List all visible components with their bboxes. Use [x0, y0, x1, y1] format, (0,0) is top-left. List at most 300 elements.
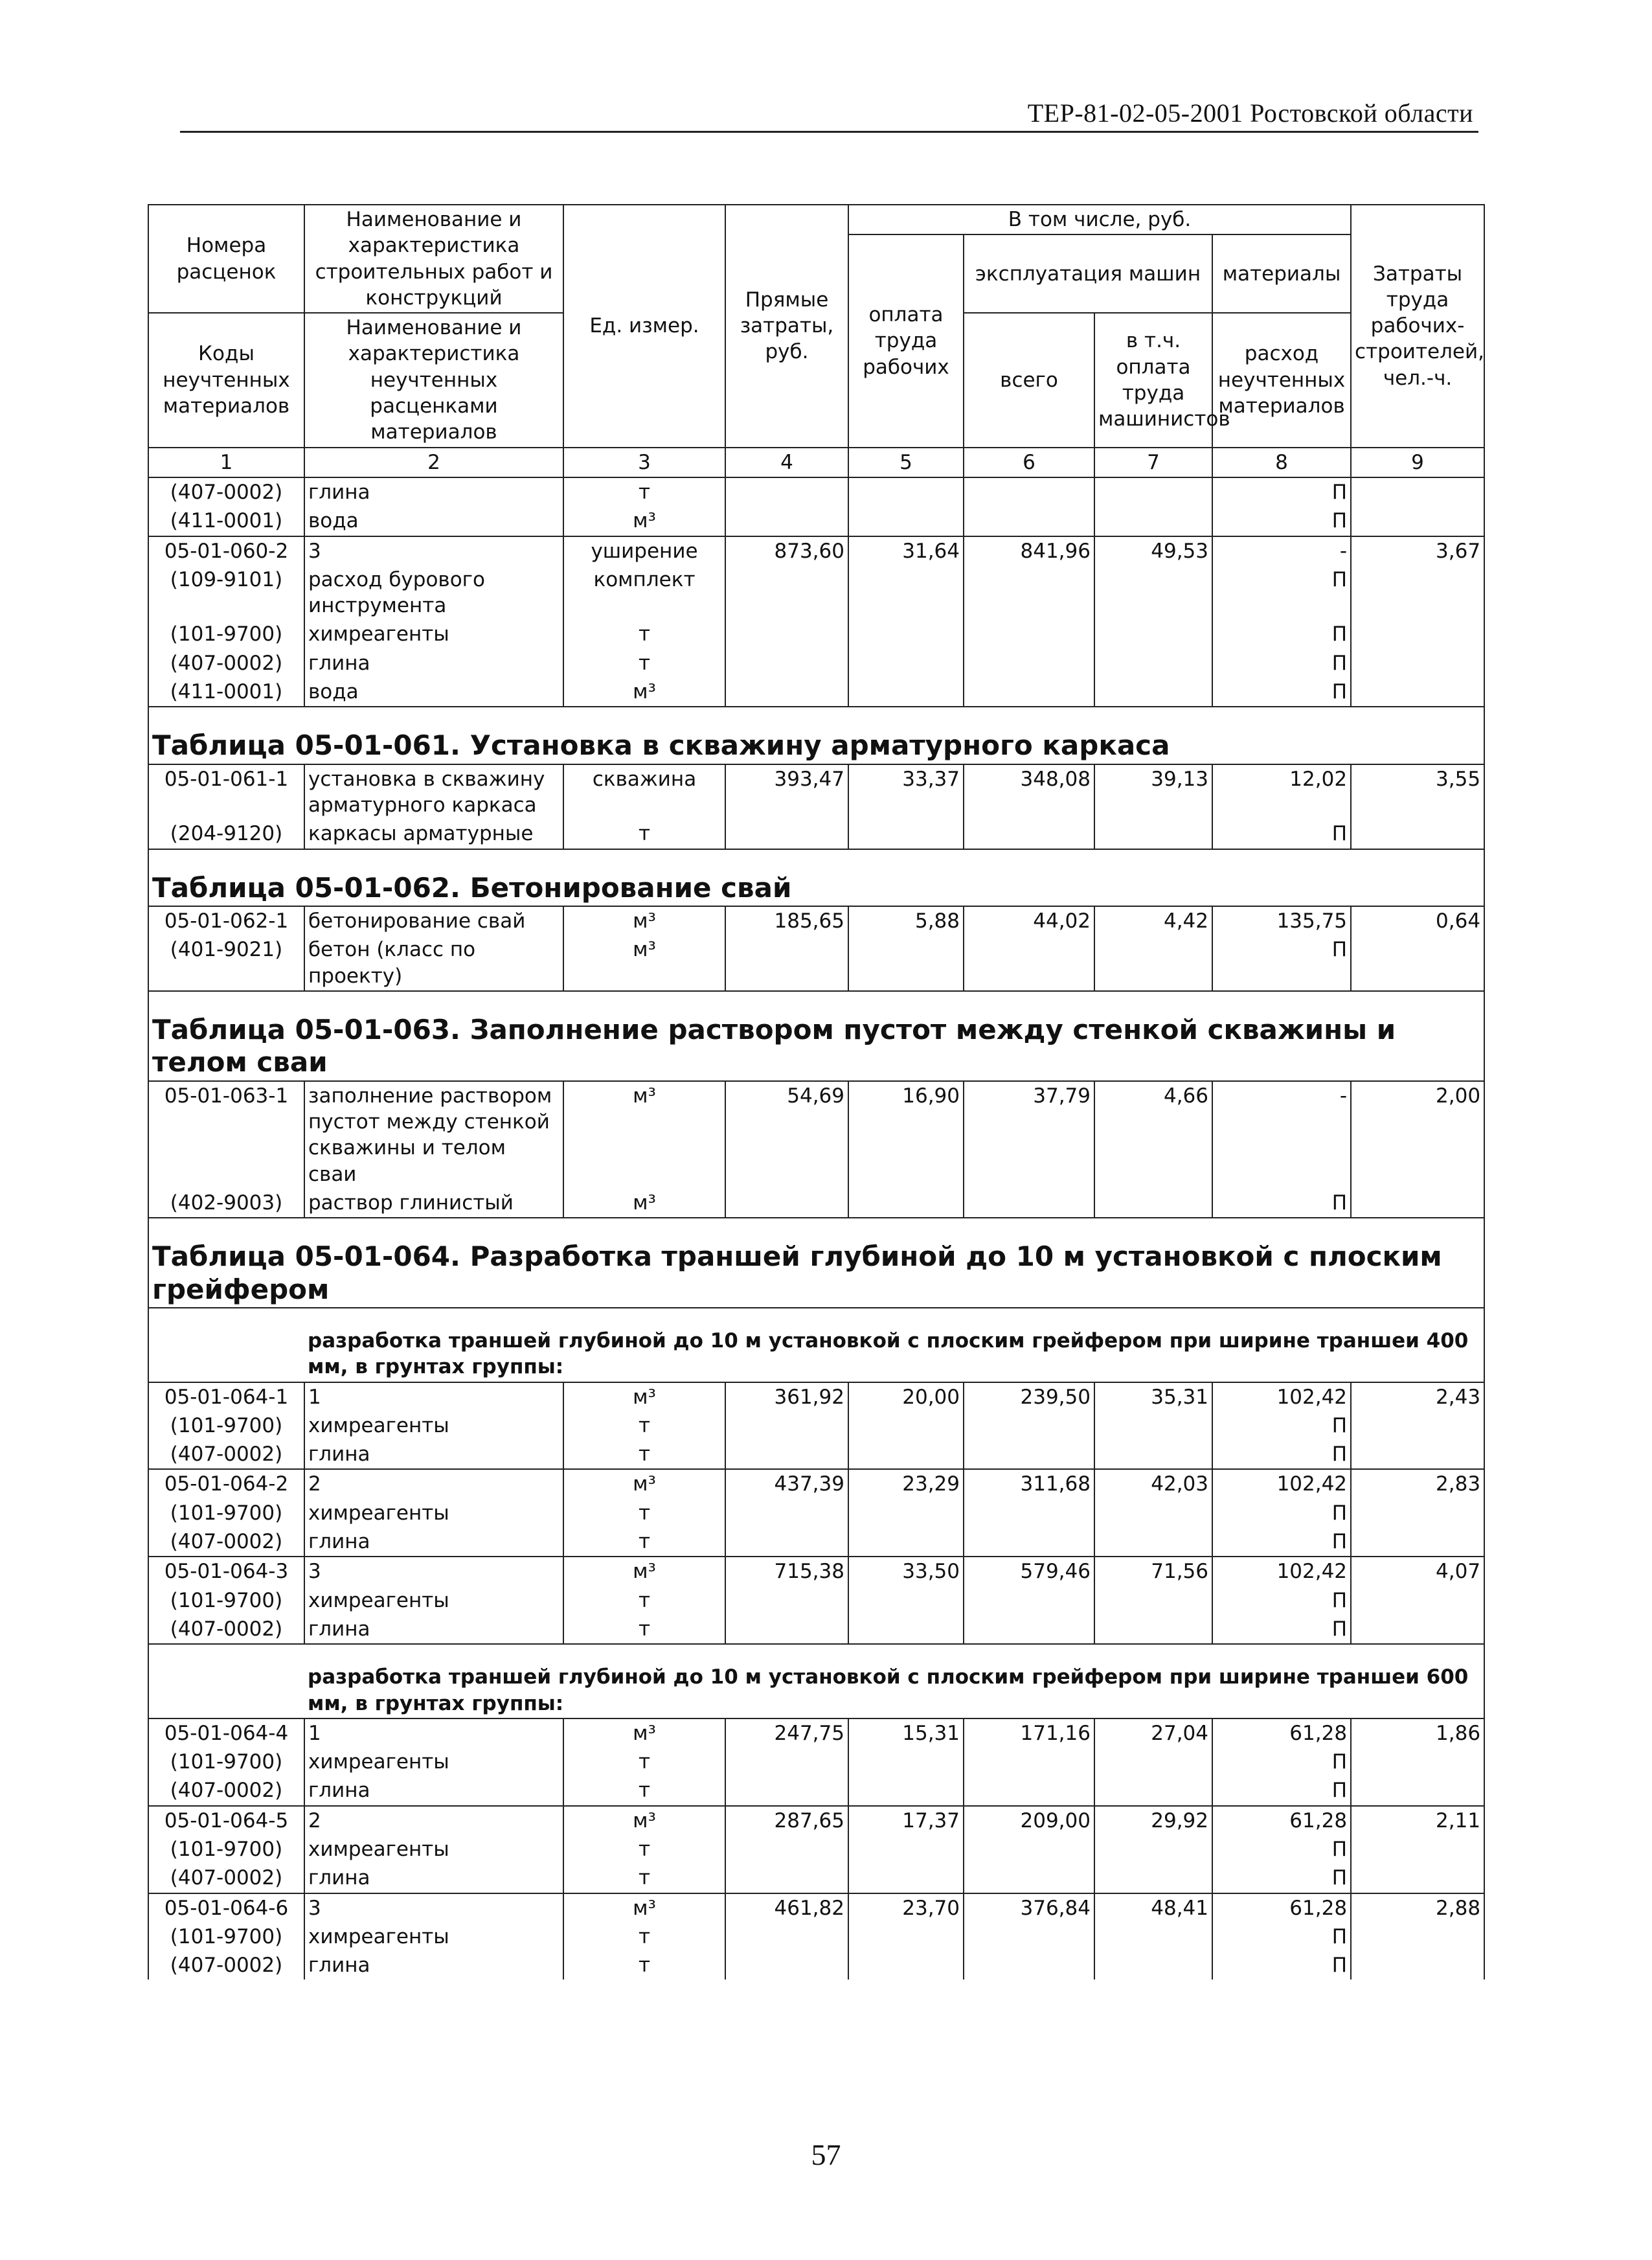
- cell-operator-pay: [1094, 1776, 1212, 1805]
- table-row: [148, 1893, 1484, 1923]
- cell-materials: 102,42: [1212, 1469, 1351, 1498]
- cell-unit: т: [563, 1499, 725, 1527]
- cell-machines-total: [964, 1923, 1094, 1951]
- cell-machines-total: [964, 678, 1094, 707]
- cell-operator-pay: [1094, 649, 1212, 678]
- table-row: [148, 1557, 1484, 1586]
- cell-direct-costs: [725, 565, 848, 621]
- col-num: 4: [725, 448, 848, 477]
- cell-rate-code: 05-01-064-5: [148, 1806, 304, 1835]
- col-direct-costs: Прямые затраты, руб.: [725, 205, 848, 448]
- cell-worker-pay: [848, 507, 964, 536]
- cell-rate-code: (101-9700): [148, 1923, 304, 1951]
- cell-machines-total: [964, 1440, 1094, 1469]
- column-numbers-row: [148, 448, 1484, 477]
- cell-machines-total: 348,08: [964, 764, 1094, 820]
- cell-labor-hours: [1351, 1499, 1484, 1527]
- cell-work-name: 2: [304, 1806, 563, 1835]
- cell-direct-costs: 715,38: [725, 1557, 848, 1586]
- cell-operator-pay: [1094, 935, 1212, 991]
- cell-unit: м³: [563, 906, 725, 935]
- cell-work-name: 1: [304, 1718, 563, 1748]
- cell-materials: П: [1212, 507, 1351, 536]
- cell-labor-hours: [1351, 678, 1484, 707]
- cell-direct-costs: 361,92: [725, 1382, 848, 1411]
- cell-direct-costs: [725, 620, 848, 648]
- cell-materials: П: [1212, 1586, 1351, 1615]
- page-number: 57: [811, 2138, 841, 2171]
- cell-rate-code: (407-0002): [148, 1527, 304, 1557]
- cell-work-name: бетон (класс по проекту): [304, 935, 563, 991]
- col-group-including: В том числе, руб.: [848, 205, 1351, 234]
- cell-work-name: глина: [304, 1864, 563, 1893]
- cell-rate-code: (101-9700): [148, 1748, 304, 1776]
- cell-rate-code: (109-9101): [148, 565, 304, 621]
- cell-materials: П: [1212, 1189, 1351, 1218]
- cell-work-name: химреагенты: [304, 1923, 563, 1951]
- cell-machines-total: [964, 620, 1094, 648]
- cell-rate-code: 05-01-064-4: [148, 1718, 304, 1748]
- cell-labor-hours: [1351, 507, 1484, 536]
- cell-work-name: глина: [304, 1440, 563, 1469]
- cell-unit: м³: [563, 1382, 725, 1411]
- cell-unit: м³: [563, 1806, 725, 1835]
- table-title: Таблица 05-01-063. Заполнение раствором пустот между стенкой скважины и телом сваи: [148, 991, 1484, 1081]
- cell-worker-pay: [848, 1499, 964, 1527]
- cell-machines-total: [964, 1776, 1094, 1805]
- cell-direct-costs: 437,39: [725, 1469, 848, 1498]
- cell-direct-costs: 54,69: [725, 1081, 848, 1189]
- cell-labor-hours: [1351, 1440, 1484, 1469]
- cell-materials: П: [1212, 477, 1351, 507]
- cell-worker-pay: 23,29: [848, 1469, 964, 1498]
- cell-work-name: 3: [304, 1557, 563, 1586]
- cell-operator-pay: [1094, 507, 1212, 536]
- cell-work-name: бетонирование свай: [304, 906, 563, 935]
- cell-worker-pay: [848, 620, 964, 648]
- cell-worker-pay: [848, 1835, 964, 1864]
- cell-rate-code: 05-01-062-1: [148, 906, 304, 935]
- table-row: [148, 1864, 1484, 1893]
- cell-work-name: 2: [304, 1469, 563, 1498]
- cell-rate-code: (402-9003): [148, 1189, 304, 1218]
- cell-worker-pay: [848, 1615, 964, 1644]
- cell-unit: т: [563, 819, 725, 849]
- cell-worker-pay: [848, 935, 964, 991]
- cell-machines-total: [964, 1615, 1094, 1644]
- table-row: [148, 1527, 1484, 1557]
- cell-machines-total: [964, 1951, 1094, 1980]
- cell-labor-hours: [1351, 1527, 1484, 1557]
- cell-machines-total: 37,79: [964, 1081, 1094, 1189]
- cell-unit: т: [563, 1923, 725, 1951]
- cell-materials: 135,75: [1212, 906, 1351, 935]
- table-row: [148, 1081, 1484, 1189]
- rows-top: [148, 477, 1484, 536]
- cell-labor-hours: [1351, 1864, 1484, 1893]
- cell-machines-total: [964, 1411, 1094, 1440]
- cell-worker-pay: 15,31: [848, 1718, 964, 1748]
- cell-operator-pay: [1094, 1499, 1212, 1527]
- cell-unit: т: [563, 477, 725, 507]
- cell-materials: П: [1212, 1951, 1351, 1980]
- table-05-01-062: [148, 849, 1484, 906]
- cell-direct-costs: 873,60: [725, 536, 848, 565]
- cell-unit: м³: [563, 1081, 725, 1189]
- table-row: [148, 1718, 1484, 1748]
- cell-operator-pay: [1094, 678, 1212, 707]
- table-row: [148, 565, 1484, 621]
- cell-direct-costs: [725, 1923, 848, 1951]
- cell-direct-costs: [725, 477, 848, 507]
- document-title: ТЕР-81-02-05-2001 Ростовской области: [1027, 98, 1473, 128]
- cell-worker-pay: [848, 477, 964, 507]
- cell-labor-hours: [1351, 565, 1484, 621]
- cell-worker-pay: 31,64: [848, 536, 964, 565]
- cell-labor-hours: 2,83: [1351, 1469, 1484, 1498]
- cell-worker-pay: [848, 1864, 964, 1893]
- subsection-heading: разработка траншей глубиной до 10 м установкой с плоским грейфером при ширине траншеи 400 мм, в грунтах группы:: [148, 1308, 1484, 1382]
- cell-worker-pay: [848, 1923, 964, 1951]
- cell-worker-pay: 5,88: [848, 906, 964, 935]
- cell-operator-pay: 29,92: [1094, 1806, 1212, 1835]
- rows-05-01-062: [148, 906, 1484, 991]
- col-work-name: Наименование и характеристика строительных работ и конструкций: [304, 205, 563, 313]
- cell-rate-code: (101-9700): [148, 1586, 304, 1615]
- cell-worker-pay: 16,90: [848, 1081, 964, 1189]
- table-row: [148, 935, 1484, 991]
- cell-rate-code: (407-0002): [148, 1951, 304, 1980]
- cell-work-name: глина: [304, 1615, 563, 1644]
- cell-labor-hours: [1351, 1189, 1484, 1218]
- cell-labor-hours: 1,86: [1351, 1718, 1484, 1748]
- running-header: [180, 98, 1478, 133]
- cell-direct-costs: 247,75: [725, 1718, 848, 1748]
- cell-unit: м³: [563, 1189, 725, 1218]
- table-row: [148, 1615, 1484, 1644]
- table-header: [148, 205, 1484, 477]
- table-row: [148, 1923, 1484, 1951]
- cell-direct-costs: [725, 935, 848, 991]
- cell-machines-total: 171,16: [964, 1718, 1094, 1748]
- cell-rate-code: (204-9120): [148, 819, 304, 849]
- cell-operator-pay: 4,42: [1094, 906, 1212, 935]
- table-row: [148, 819, 1484, 849]
- cell-work-name: 1: [304, 1382, 563, 1411]
- cell-worker-pay: [848, 1748, 964, 1776]
- cell-labor-hours: 3,67: [1351, 536, 1484, 565]
- subsection-heading: разработка траншей глубиной до 10 м установкой с плоским грейфером при ширине траншеи 600 мм, в грунтах группы:: [148, 1644, 1484, 1718]
- cell-machines-total: [964, 565, 1094, 621]
- cell-operator-pay: [1094, 1748, 1212, 1776]
- table-row: [148, 1411, 1484, 1440]
- cell-materials: 61,28: [1212, 1806, 1351, 1835]
- table-title: Таблица 05-01-062. Бетонирование свай: [148, 849, 1484, 906]
- cell-labor-hours: 2,43: [1351, 1382, 1484, 1411]
- rates-table: [148, 204, 1485, 1980]
- table-row: [148, 1382, 1484, 1411]
- cell-materials: П: [1212, 1835, 1351, 1864]
- cell-unit: м³: [563, 507, 725, 536]
- cell-operator-pay: [1094, 565, 1212, 621]
- col-operator-pay: в т.ч. оплата труда машинистов: [1094, 313, 1212, 447]
- col-num: 2: [304, 448, 563, 477]
- cell-direct-costs: [725, 1499, 848, 1527]
- cell-work-name: глина: [304, 649, 563, 678]
- cell-machines-total: [964, 1864, 1094, 1893]
- cell-operator-pay: 4,66: [1094, 1081, 1212, 1189]
- col-unaccounted-codes: Коды неучтенных материалов: [148, 313, 304, 447]
- cell-work-name: химреагенты: [304, 1586, 563, 1615]
- cell-direct-costs: [725, 819, 848, 849]
- table-row: [148, 1835, 1484, 1864]
- cell-materials: П: [1212, 1527, 1351, 1557]
- cell-direct-costs: 393,47: [725, 764, 848, 820]
- cell-unit: м³: [563, 1718, 725, 1748]
- cell-work-name: глина: [304, 477, 563, 507]
- cell-machines-total: [964, 1189, 1094, 1218]
- cell-machines-total: [964, 477, 1094, 507]
- cell-rate-code: (401-9021): [148, 935, 304, 991]
- cell-rate-code: (411-0001): [148, 507, 304, 536]
- cell-worker-pay: [848, 1440, 964, 1469]
- cell-direct-costs: [725, 1615, 848, 1644]
- cell-direct-costs: [725, 1748, 848, 1776]
- cell-worker-pay: [848, 1586, 964, 1615]
- col-num: 9: [1351, 448, 1484, 477]
- cell-work-name: химреагенты: [304, 620, 563, 648]
- table-row: [148, 649, 1484, 678]
- cell-unit: т: [563, 1864, 725, 1893]
- cell-machines-total: [964, 935, 1094, 991]
- rows-05-01-061: [148, 764, 1484, 849]
- cell-machines-total: 209,00: [964, 1806, 1094, 1835]
- cell-work-name: химреагенты: [304, 1411, 563, 1440]
- cell-operator-pay: [1094, 1527, 1212, 1557]
- cell-machines-total: [964, 1835, 1094, 1864]
- cell-materials: П: [1212, 620, 1351, 648]
- cell-machines-total: [964, 1586, 1094, 1615]
- cell-labor-hours: [1351, 1748, 1484, 1776]
- table-05-01-063: [148, 991, 1484, 1081]
- table-row: [148, 620, 1484, 648]
- col-num: 8: [1212, 448, 1351, 477]
- cell-labor-hours: 2,88: [1351, 1893, 1484, 1923]
- cell-machines-total: [964, 1499, 1094, 1527]
- cell-work-name: 3: [304, 536, 563, 565]
- cell-operator-pay: [1094, 1189, 1212, 1218]
- cell-machines-total: [964, 507, 1094, 536]
- cell-rate-code: (411-0001): [148, 678, 304, 707]
- cell-labor-hours: [1351, 477, 1484, 507]
- cell-unit: скважина: [563, 764, 725, 820]
- cell-operator-pay: 42,03: [1094, 1469, 1212, 1498]
- table-row: [148, 507, 1484, 536]
- cell-direct-costs: [725, 678, 848, 707]
- cell-materials: П: [1212, 1776, 1351, 1805]
- table-row: [148, 906, 1484, 935]
- cell-work-name: 3: [304, 1893, 563, 1923]
- cell-rate-code: 05-01-060-2: [148, 536, 304, 565]
- cell-operator-pay: [1094, 819, 1212, 849]
- col-unit: Ед. измер.: [563, 205, 725, 448]
- cell-materials: П: [1212, 1411, 1351, 1440]
- cell-materials: П: [1212, 1864, 1351, 1893]
- table-row: [148, 1776, 1484, 1805]
- col-labor-hours: Затраты труда рабочих-строителей, чел.-ч.: [1351, 205, 1484, 448]
- cell-rate-code: (101-9700): [148, 1835, 304, 1864]
- cell-direct-costs: [725, 1411, 848, 1440]
- cell-operator-pay: [1094, 1586, 1212, 1615]
- col-num: 5: [848, 448, 964, 477]
- cell-worker-pay: [848, 1951, 964, 1980]
- col-unaccounted-name: Наименование и характеристика неучтенных расценками материалов: [304, 313, 563, 447]
- cell-machines-total: 311,68: [964, 1469, 1094, 1498]
- table-row: [148, 477, 1484, 507]
- table-row: [148, 1748, 1484, 1776]
- col-group-materials: материалы: [1212, 234, 1351, 313]
- cell-machines-total: 376,84: [964, 1893, 1094, 1923]
- cell-work-name: каркасы арматурные: [304, 819, 563, 849]
- cell-operator-pay: 27,04: [1094, 1718, 1212, 1748]
- cell-work-name: раствор глинистый: [304, 1189, 563, 1218]
- cell-materials: П: [1212, 1923, 1351, 1951]
- table-row: [148, 536, 1484, 565]
- cell-operator-pay: 35,31: [1094, 1382, 1212, 1411]
- cell-labor-hours: 3,55: [1351, 764, 1484, 820]
- rows-05-01-064-w400: [148, 1382, 1484, 1645]
- cell-direct-costs: [725, 1527, 848, 1557]
- cell-worker-pay: [848, 1776, 964, 1805]
- cell-work-name: химреагенты: [304, 1499, 563, 1527]
- cell-operator-pay: 39,13: [1094, 764, 1212, 820]
- cell-labor-hours: [1351, 1615, 1484, 1644]
- cell-rate-code: 05-01-064-2: [148, 1469, 304, 1498]
- cell-rate-code: 05-01-064-1: [148, 1382, 304, 1411]
- cell-rate-code: (407-0002): [148, 477, 304, 507]
- cell-unit: т: [563, 1951, 725, 1980]
- cell-operator-pay: [1094, 1411, 1212, 1440]
- cell-work-name: химреагенты: [304, 1835, 563, 1864]
- cell-materials: 61,28: [1212, 1718, 1351, 1748]
- cell-operator-pay: [1094, 1835, 1212, 1864]
- cell-direct-costs: [725, 1776, 848, 1805]
- table-title: Таблица 05-01-064. Разработка траншей глубиной до 10 м установкой с плоским грейфером: [148, 1218, 1484, 1308]
- col-num: 7: [1094, 448, 1212, 477]
- cell-materials: П: [1212, 565, 1351, 621]
- cell-operator-pay: 48,41: [1094, 1893, 1212, 1923]
- cell-operator-pay: 71,56: [1094, 1557, 1212, 1586]
- cell-direct-costs: [725, 507, 848, 536]
- cell-rate-code: (407-0002): [148, 649, 304, 678]
- cell-materials: 102,42: [1212, 1557, 1351, 1586]
- cell-unit: т: [563, 1527, 725, 1557]
- table-row: [148, 764, 1484, 820]
- cell-rate-code: 05-01-063-1: [148, 1081, 304, 1189]
- cell-rate-code: (407-0002): [148, 1864, 304, 1893]
- cell-rate-code: (101-9700): [148, 620, 304, 648]
- col-num: 6: [964, 448, 1094, 477]
- cell-labor-hours: 0,64: [1351, 906, 1484, 935]
- col-num: 3: [563, 448, 725, 477]
- table-row: [148, 1469, 1484, 1498]
- cell-labor-hours: 2,11: [1351, 1806, 1484, 1835]
- col-num: 1: [148, 448, 304, 477]
- col-rate-numbers: Номера расценок: [148, 205, 304, 313]
- cell-rate-code: (407-0002): [148, 1615, 304, 1644]
- cell-worker-pay: 20,00: [848, 1382, 964, 1411]
- cell-worker-pay: 23,70: [848, 1893, 964, 1923]
- cell-direct-costs: 287,65: [725, 1806, 848, 1835]
- cell-materials: П: [1212, 935, 1351, 991]
- cell-worker-pay: [848, 819, 964, 849]
- cell-unit: м³: [563, 1469, 725, 1498]
- col-unaccounted-consumption: расход неучтенных материалов: [1212, 313, 1351, 447]
- table-row: [148, 1586, 1484, 1615]
- cell-operator-pay: 49,53: [1094, 536, 1212, 565]
- table-05-01-061: [148, 707, 1484, 764]
- cell-labor-hours: 4,07: [1351, 1557, 1484, 1586]
- col-worker-pay: оплата труда рабочих: [848, 234, 964, 447]
- cell-machines-total: 239,50: [964, 1382, 1094, 1411]
- cell-labor-hours: [1351, 1835, 1484, 1864]
- cell-unit: т: [563, 1440, 725, 1469]
- cell-unit: т: [563, 1411, 725, 1440]
- table-05-01-064: [148, 1218, 1484, 1382]
- rows-05-01-063: [148, 1081, 1484, 1218]
- cell-work-name: вода: [304, 678, 563, 707]
- cell-rate-code: (101-9700): [148, 1499, 304, 1527]
- cell-materials: -: [1212, 1081, 1351, 1189]
- cell-materials: П: [1212, 1748, 1351, 1776]
- cell-materials: 12,02: [1212, 764, 1351, 820]
- cell-unit: м³: [563, 1557, 725, 1586]
- table-row: [148, 1951, 1484, 1980]
- cell-rate-code: (407-0002): [148, 1440, 304, 1469]
- cell-materials: П: [1212, 1499, 1351, 1527]
- table-row: [148, 1806, 1484, 1835]
- cell-unit: т: [563, 1748, 725, 1776]
- cell-unit: уширение: [563, 536, 725, 565]
- subsection-600: [148, 1644, 1484, 1718]
- cell-labor-hours: [1351, 1923, 1484, 1951]
- cell-unit: т: [563, 1586, 725, 1615]
- cell-unit: т: [563, 649, 725, 678]
- cell-work-name: глина: [304, 1527, 563, 1557]
- cell-operator-pay: [1094, 477, 1212, 507]
- cell-direct-costs: 185,65: [725, 906, 848, 935]
- cell-unit: м³: [563, 1893, 725, 1923]
- cell-labor-hours: [1351, 620, 1484, 648]
- cell-direct-costs: 461,82: [725, 1893, 848, 1923]
- cell-direct-costs: [725, 1189, 848, 1218]
- cell-operator-pay: [1094, 1440, 1212, 1469]
- cell-unit: м³: [563, 678, 725, 707]
- cell-worker-pay: [848, 1527, 964, 1557]
- cell-direct-costs: [725, 1835, 848, 1864]
- cell-unit: т: [563, 1835, 725, 1864]
- cell-worker-pay: 33,50: [848, 1557, 964, 1586]
- block-05-01-060-2: [148, 536, 1484, 707]
- cell-direct-costs: [725, 1586, 848, 1615]
- cell-machines-total: [964, 819, 1094, 849]
- cell-materials: П: [1212, 1440, 1351, 1469]
- cell-machines-total: [964, 1527, 1094, 1557]
- table-row: [148, 1499, 1484, 1527]
- cell-work-name: глина: [304, 1776, 563, 1805]
- table-row: [148, 1189, 1484, 1218]
- table-title: Таблица 05-01-061. Установка в скважину арматурного каркаса: [148, 707, 1484, 764]
